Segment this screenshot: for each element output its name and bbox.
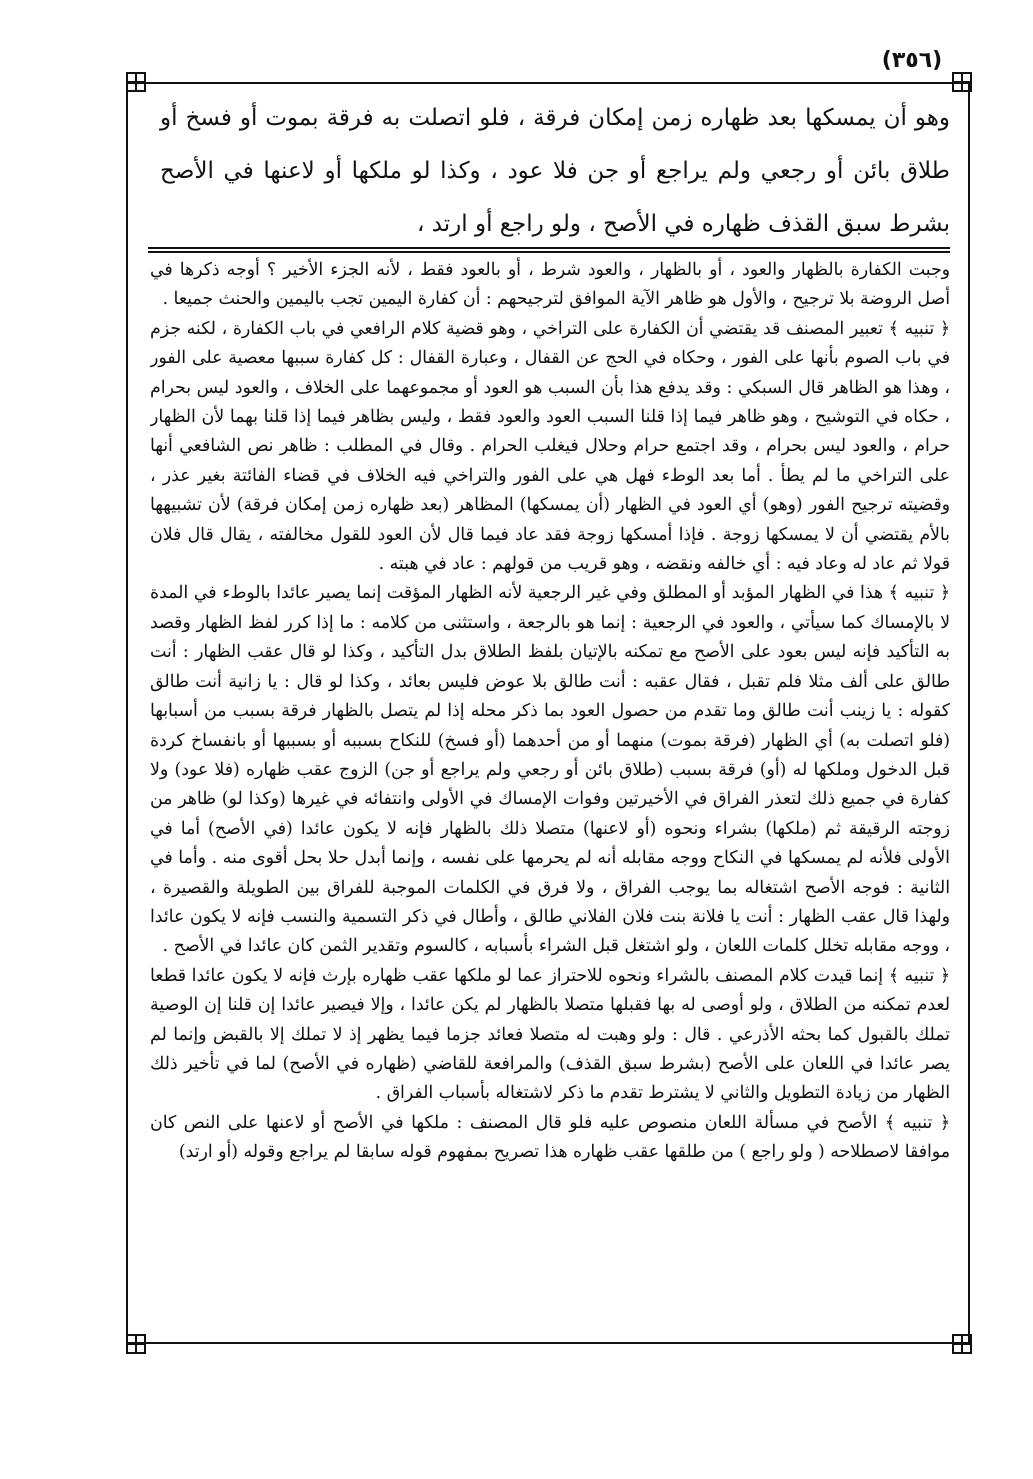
commentary-paragraph: ﴿ تنبيه ﴾ تعبير المصنف قد يقتضي أن الكفارة على التراخي ، وهو قضية كلام الرافعي في باب الكفارة ، لكنه جزم في باب الصوم بأنها على الفور ، وحكاه في الحج عن القفال ، وعبارة القفال : كل كفارة سببها معصية على الفور ، وهذا هو الظاهر قال السبكي : وقد يدفع هذا بأن السبب هو العود أو مجموعهما على الخلاف ، والعود ليس بحرام ، حكاه في التوشيح ، وهو ظاهر فيما إذا قلنا السبب العود والعود فقط ، وليس بظاهر فيما إذا قلنا بهما لأن الظهار حرام ، والعود ليس بحرام ، وقد اجتمع حرام وحلال فيغلب الحرام . وقال في المطلب : ظاهر نص الشافعي أنها على التراخي ما لم يطأ . أما بعد الوطء فهل هي على الفور والتراخي فيه الخلاف في قضاء الفائتة بغير عذر ، وقضيته ترجيح الفور (وهو) أي العود في الظهار (أن يمسكها) المظاهر (بعد ظهاره زمن إمكان فرقة) لأن تشبيهها بالأم يقتضي أن لا يمسكها زوجة . فإذا أمسكها زوجة فقد عاد فيما قال لأن العود للقول مخالفته ، يقال قال فلان قولا ثم عاد له وعاد فيه : أي خالفه ونقضه ، وهو قريب من قولهم : عاد في هبته . (150, 318, 950, 575)
commentary-text (150, 256, 950, 1341)
commentary-paragraph: وجبت الكفارة بالظهار والعود ، أو بالظهار ، والعود شرط ، أو بالعود فقط ، لأنه الجزء الأخير ؟ أوجه ذكرها في أصل الروضة بلا ترجيح ، والأول هو ظاهر الآية الموافق لترجيحهم : أن كفارة اليمين تجب باليمين والحنث جميعا . (150, 260, 950, 310)
divider-rule (148, 251, 950, 253)
page-number: (٣٥٦) (881, 48, 943, 73)
commentary-paragraph: ﴿ تنبيه ﴾ هذا في الظهار المؤبد أو المطلق وفي غير الرجعية لأنه الظهار المؤقت إنما يصير عائدا بالوطء في المدة لا بالإمساك كما سيأتي ، والعود في الرجعية : إنما هو بالرجعة ، واستثنى من كلامه : ما إذا كرر لفظ الظهار وقصد به التأكيد فإنه ليس بعود على الأصح مع تمكنه بالإتيان بلفظ الطلاق بدل التأكيد ، وكذا لو قال عقب الظهار : أنت طالق على ألف مثلا فلم تقبل ، فقال عقبه : أنت طالق بلا عوض فليس بعائد ، وكذا لو قال : يا زانية أنت طالق كقوله : يا زينب أنت طالق وما تقدم من حصول العود بما ذكر محله إذا لم يتصل بالظهار فرقة بسبب من أسبابها (فلو اتصلت به) أي الظهار (فرقة بموت) منهما أو من أحدهما (أو فسخ) للنكاح بسببه أو بسببها أو بانفساخ كردة قبل الدخول وملكها له (أو) فرقة بسبب (طلاق بائن أو رجعي ولم يراجع أو جن) الزوج عقب ظهاره (فلا عود) ولا كفارة في جميع ذلك لتعذر الفراق في الأخيرتين وفوات الإمساك في الأولى وانتفائه في غيرها (وكذا لو) ظاهر من زوجته الرقيقة ثم (ملكها) بشراء ونحوه (أو لاعنها) متصلا ذلك بالظهار فإنه لا يكون عائدا (في الأصح) أما في الأولى فلأنه لم يمسكها في النكاح ووجه مقابله أنه لم يحرمها على نفسه ، وإنما أبدل حلا بحل أقوى منه . وأما في الثانية : فوجه الأصح اشتغاله بما يوجب الفراق ، ولا فرق في الكلمات الموجبة للفراق بين الطويلة والقصيرة ، ولهذا قال عقب الظهار : أنت يا فلانة بنت فلان الفلاني طالق ، وأطال في ذكر التسمية والنسب فإنه لا يكون عائدا ، ووجه مقابله تخلل كلمات اللعان ، ولو اشتغل قبل الشراء بأسبابه ، كالسوم وتقدير الثمن كان عائدا في الأصح . (150, 583, 950, 957)
commentary-paragraph: ﴿ تنبيه ﴾ إنما قيدت كلام المصنف بالشراء ونحوه للاحتراز عما لو ملكها عقب ظهاره بإرث فإنه لا يكون عائدا قطعا لعدم تمكنه من الطلاق ، ولو أوصى له بها فقبلها متصلا بالظهار لم يكن عائدا ، وإلا فيصير عائدا إن قلنا إن الوصية تملك بالقبول كما بحثه الأذرعي . قال : ولو وهبت له متصلا فعائد جزما فيما يظهر إذ لا تملك إلا بالقبض وإنما لم يصر عائدا في اللعان على الأصح (بشرط سبق القذف) والمرافعة للقاضي (ظهاره في الأصح) لما في تأخير ذلك الظهار من زيادة التطويل والثاني لا يشترط تقدم ما ذكر لاشتغاله بأسباب الفراق . (150, 965, 950, 1104)
commentary-paragraph: ﴿ تنبيه ﴾ الأصح في مسألة اللعان منصوص عليه فلو قال المصنف : ملكها في الأصح أو لاعنها على النص كان موافقا لاصطلاحه ( ولو راجع ) من طلقها عقب ظهاره هذا تصريح بمفهوم قوله سابقا لم يراجع وقوله (أو ارتد) (150, 1112, 950, 1163)
matn-text: وهو أن يمسكها بعد ظهاره زمن إمكان فرقة ، فلو اتصلت به فرقة بموت أو فسخ أو طلاق بائن أو رجعي ولم يراجع أو جن فلا عود ، وكذا لو ملكها أو لاعنها في الأصح بشرط سبق القذف ظهاره في الأصح ، ولو راجع أو ارتد ، (160, 105, 950, 237)
divider-rule (148, 247, 950, 249)
